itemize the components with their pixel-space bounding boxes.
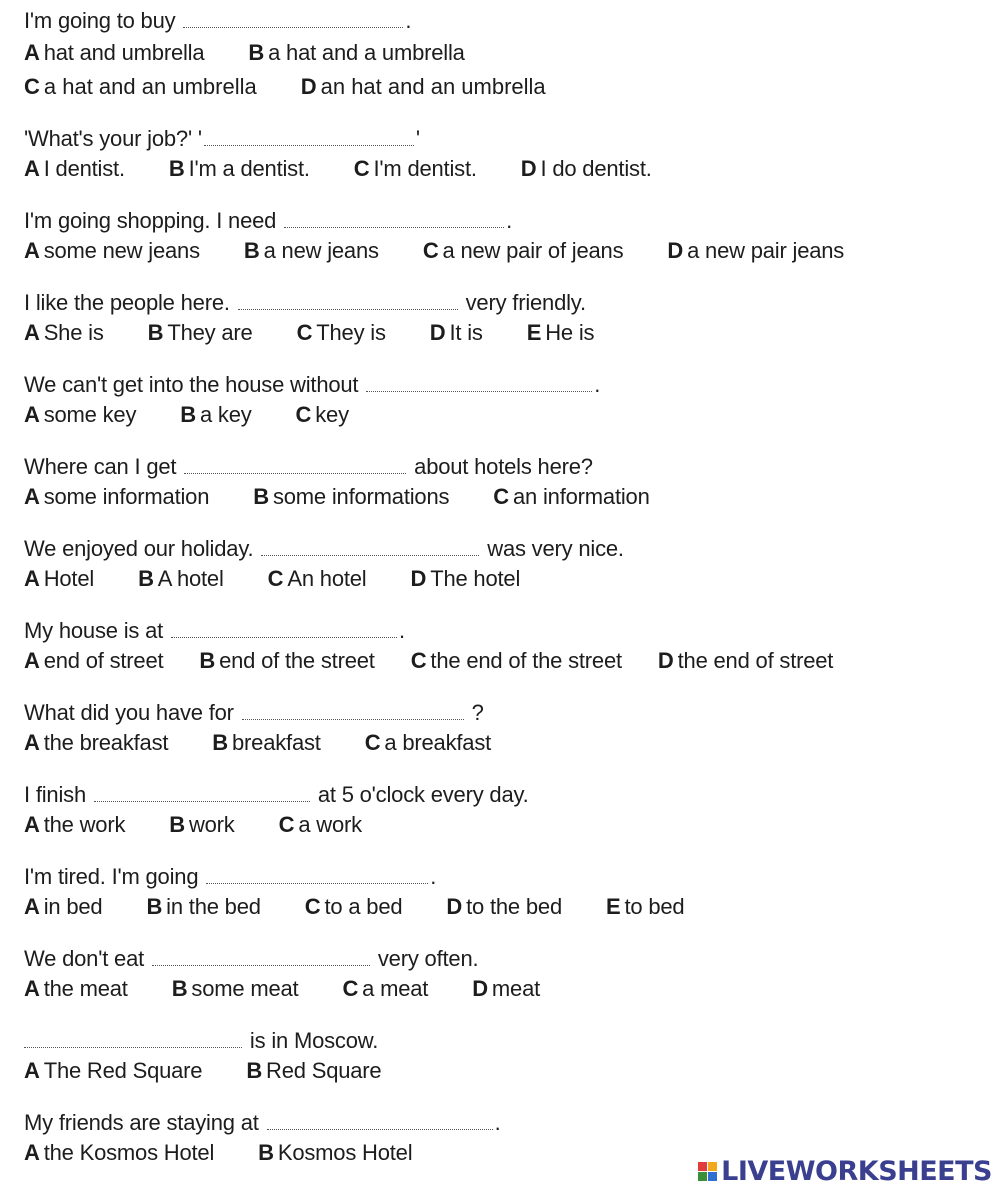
question-text <box>24 698 484 728</box>
option-b[interactable]: B Red Square <box>246 1058 382 1083</box>
option-d[interactable]: D the end of street <box>657 648 834 673</box>
option-a[interactable]: A She is <box>24 320 104 345</box>
options-row <box>24 482 694 512</box>
question-9 <box>24 690 984 772</box>
options-row <box>24 646 833 676</box>
option-c[interactable]: C a new pair of jeans <box>422 238 624 263</box>
option-a[interactable]: A some key <box>24 402 137 427</box>
option-b[interactable]: B Kosmos Hotel <box>258 1140 413 1165</box>
question-10 <box>24 772 984 854</box>
option-e[interactable]: E He is <box>526 320 595 345</box>
question-5 <box>24 362 984 444</box>
option-a[interactable]: A the meat <box>24 976 128 1001</box>
option-c[interactable]: C an information <box>493 484 650 509</box>
question-6 <box>24 444 984 526</box>
question-text <box>24 534 624 564</box>
option-c[interactable]: C An hotel <box>267 566 367 591</box>
question-before: I'm going to buy <box>24 8 176 33</box>
answer-blank[interactable] <box>171 619 397 638</box>
question-12 <box>24 936 984 1018</box>
question-2 <box>24 116 984 198</box>
question-1 <box>24 0 984 116</box>
question-text <box>24 370 600 400</box>
question-after: . <box>594 372 601 397</box>
answer-blank[interactable] <box>206 865 428 884</box>
option-b[interactable]: B a new jeans <box>243 238 379 263</box>
options-row <box>24 564 564 594</box>
answer-blank[interactable] <box>204 127 414 146</box>
question-before: I'm tired. I'm going <box>24 864 199 889</box>
option-a[interactable]: A the Kosmos Hotel <box>24 1140 215 1165</box>
question-after: is in Moscow. <box>249 1028 379 1053</box>
answer-blank[interactable] <box>152 947 370 966</box>
answer-blank[interactable] <box>242 701 464 720</box>
question-text <box>24 288 586 318</box>
answer-blank[interactable] <box>366 373 592 392</box>
options-row <box>24 892 728 922</box>
options-row <box>24 1056 425 1086</box>
question-before: Where can I get <box>24 454 177 479</box>
answer-blank[interactable] <box>238 291 458 310</box>
option-c[interactable]: C the end of the street <box>410 648 622 673</box>
logo-square <box>708 1162 717 1171</box>
option-d[interactable]: D It is <box>429 320 483 345</box>
question-4 <box>24 280 984 362</box>
question-text <box>24 6 411 36</box>
options-row <box>24 236 888 266</box>
options-row <box>24 400 393 430</box>
answer-blank[interactable] <box>94 783 310 802</box>
option-c[interactable]: C to a bed <box>304 894 403 919</box>
question-after: very often. <box>377 946 479 971</box>
option-d[interactable]: D The hotel <box>410 566 521 591</box>
options-row <box>24 810 406 840</box>
option-d[interactable]: D a new pair jeans <box>667 238 845 263</box>
option-b[interactable]: B work <box>169 812 235 837</box>
answer-blank[interactable] <box>284 209 504 228</box>
question-after: . <box>494 1110 501 1135</box>
option-c[interactable]: C a breakfast <box>364 730 492 755</box>
question-7 <box>24 526 984 608</box>
option-d[interactable]: D to the bed <box>446 894 562 919</box>
option-a[interactable]: A I dentist. <box>24 156 125 181</box>
options-row-2 <box>24 72 590 102</box>
question-after: at 5 o'clock every day. <box>317 782 529 807</box>
answer-blank[interactable] <box>184 455 406 474</box>
option-b[interactable]: B end of the street <box>199 648 375 673</box>
question-before: We can't get into the house without <box>24 372 359 397</box>
option-d[interactable]: D an hat and an umbrella <box>300 74 546 99</box>
question-text <box>24 780 529 810</box>
option-c[interactable]: C a hat and an umbrella <box>24 74 257 99</box>
question-after: ' <box>415 126 420 151</box>
question-text <box>24 862 436 892</box>
option-c[interactable]: C a work <box>278 812 362 837</box>
option-a[interactable]: A end of street <box>24 648 164 673</box>
options-row <box>24 1138 456 1168</box>
question-13 <box>24 1018 984 1100</box>
options-row <box>24 974 584 1004</box>
option-b[interactable]: B a hat and a umbrella <box>248 40 465 65</box>
option-c[interactable]: C a meat <box>342 976 429 1001</box>
logo-mark-icon <box>698 1162 717 1181</box>
options-row <box>24 318 638 348</box>
option-a[interactable]: A hat and umbrella <box>24 40 205 65</box>
option-e[interactable]: E to bed <box>606 894 685 919</box>
answer-blank[interactable] <box>261 537 479 556</box>
question-text <box>24 616 405 646</box>
question-before: I'm going shopping. I need <box>24 208 277 233</box>
question-after: . <box>398 618 405 643</box>
question-text <box>24 206 512 236</box>
question-text <box>24 124 420 154</box>
question-after: . <box>430 864 437 889</box>
option-d[interactable]: D I do dentist. <box>520 156 652 181</box>
question-after: very friendly. <box>465 290 586 315</box>
question-before: My friends are staying at <box>24 1110 259 1135</box>
logo-square <box>708 1172 717 1181</box>
liveworksheets-logo <box>698 1156 992 1187</box>
question-text <box>24 944 478 974</box>
answer-blank[interactable] <box>24 1029 242 1048</box>
question-before: We enjoyed our holiday. <box>24 536 254 561</box>
question-text <box>24 452 593 482</box>
option-c[interactable]: C They is <box>296 320 386 345</box>
option-b[interactable]: B a key <box>180 402 252 427</box>
question-before: My house is at <box>24 618 164 643</box>
option-a[interactable]: A the work <box>24 812 126 837</box>
option-b[interactable]: B some meat <box>171 976 299 1001</box>
question-before: What did you have for <box>24 700 234 725</box>
option-b[interactable]: B breakfast <box>212 730 321 755</box>
logo-square <box>698 1162 707 1171</box>
question-after: about hotels here? <box>414 454 593 479</box>
worksheet <box>24 0 984 1182</box>
question-text <box>24 1108 501 1138</box>
option-a[interactable]: A The Red Square <box>24 1058 203 1083</box>
question-before: We don't eat <box>24 946 145 971</box>
question-after: ? <box>471 700 484 725</box>
question-3 <box>24 198 984 280</box>
options-row <box>24 154 696 184</box>
option-a[interactable]: A in bed <box>24 894 103 919</box>
question-before: I finish <box>24 782 86 807</box>
question-after: . <box>506 208 513 233</box>
question-before: 'What's your job?' ' <box>24 126 202 151</box>
option-b[interactable]: B They are <box>147 320 253 345</box>
option-b[interactable]: B in the bed <box>146 894 261 919</box>
option-a[interactable]: A some new jeans <box>24 238 200 263</box>
question-after: was very nice. <box>487 536 624 561</box>
question-11 <box>24 854 984 936</box>
logo-text: LIVEWORKSHEETS <box>721 1156 992 1187</box>
logo-square <box>698 1172 707 1181</box>
option-b[interactable]: B I'm a dentist. <box>168 156 310 181</box>
options-row <box>24 38 509 68</box>
option-b[interactable]: B A hotel <box>138 566 224 591</box>
option-b[interactable]: B some informations <box>253 484 450 509</box>
question-after: . <box>405 8 412 33</box>
answer-blank[interactable] <box>267 1111 493 1130</box>
option-d[interactable]: D meat <box>472 976 541 1001</box>
question-before: I like the people here. <box>24 290 230 315</box>
option-a[interactable]: A some information <box>24 484 210 509</box>
option-a[interactable]: A the breakfast <box>24 730 169 755</box>
question-text <box>24 1026 378 1056</box>
question-8 <box>24 608 984 690</box>
option-c[interactable]: C I'm dentist. <box>353 156 477 181</box>
option-c[interactable]: C key <box>295 402 349 427</box>
option-a[interactable]: A Hotel <box>24 566 95 591</box>
options-row <box>24 728 535 758</box>
answer-blank[interactable] <box>183 9 403 28</box>
